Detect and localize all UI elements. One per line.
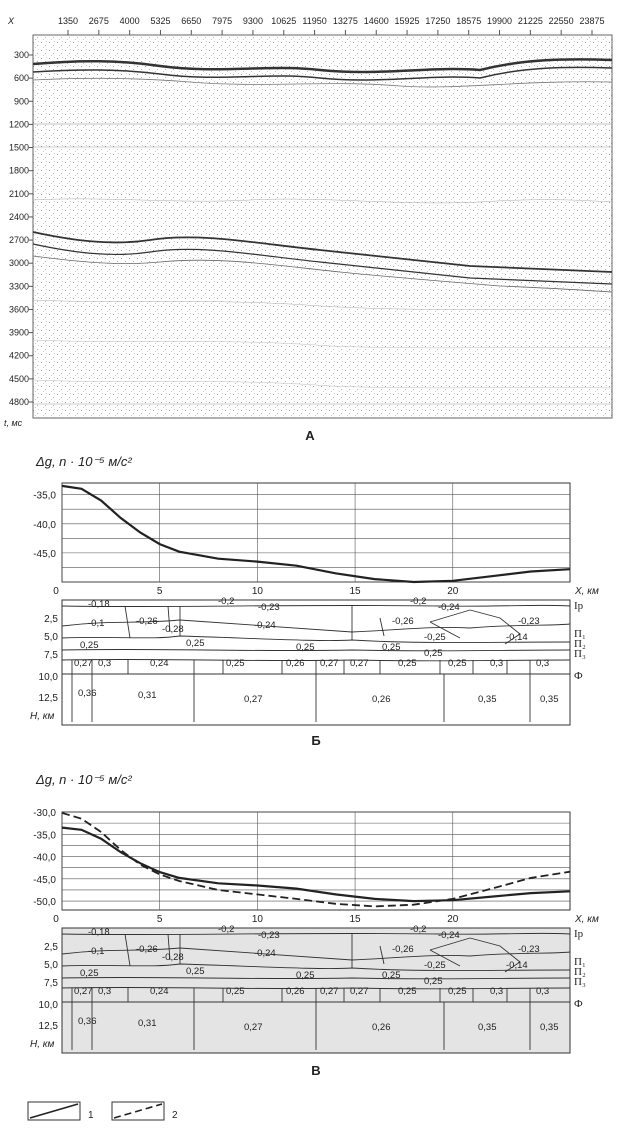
legend-item-1 [28, 1102, 94, 1121]
seismic-x-ticks [58, 16, 605, 35]
gravity-b-ylabel: Δg, n · 10⁻⁵ м/с² [36, 454, 132, 469]
density-value: -0,25 [424, 632, 446, 643]
density-value: 0,31 [138, 690, 157, 701]
seismic-x-tick: 19900 [487, 16, 513, 26]
seismic-panel-label: А [305, 428, 315, 443]
density-value: 0,25 [80, 640, 99, 651]
gravity-b-x-ticks [53, 586, 459, 597]
density-value: -0,23 [258, 602, 280, 613]
x-tick-label: 10 [251, 914, 263, 925]
density-value: -0,1 [88, 946, 105, 957]
density-value: -0,25 [424, 960, 446, 971]
seismic-x-tick: 21225 [517, 16, 543, 26]
density-value: 0,27 [350, 986, 369, 997]
depth-tick-label: 2,5 [44, 614, 58, 625]
y-tick-label: -30,0 [33, 808, 56, 819]
depth-tick-label: 2,5 [44, 942, 58, 953]
seismic-x-tick: 22550 [548, 16, 574, 26]
seismic-x-tick: 5325 [150, 16, 171, 26]
density-value: 0,27 [350, 658, 369, 669]
seismic-x-tick: 2675 [88, 16, 109, 26]
density-value: 0,25 [398, 658, 417, 669]
density-value: 0,3 [98, 658, 112, 669]
depth-tick-label: 7,5 [44, 650, 58, 661]
density-value: 0,35 [540, 694, 559, 705]
gravity-v-x-ticks [53, 914, 459, 925]
y-tick-label: -40,0 [33, 852, 56, 864]
seismic-t-tick: 2100 [8, 188, 29, 199]
x-tick-label: 5 [156, 586, 163, 597]
density-value: -0,24 [438, 602, 460, 613]
layer-label: П₁ [574, 628, 586, 640]
seismic-x-tick: 10625 [271, 16, 297, 26]
density-value: 0,25 [448, 658, 467, 669]
y-tick-label: -45,0 [33, 874, 56, 886]
seismic-t-ticks [9, 50, 33, 407]
density-value: 0,27 [320, 658, 339, 669]
density-value: 0,3 [490, 986, 504, 997]
seismic-t-tick: 3600 [8, 304, 29, 315]
density-value: 0,26 [286, 986, 305, 997]
density-value: 0,25 [382, 970, 401, 981]
density-value: -0,14 [506, 632, 528, 643]
density-value: 0,25 [382, 642, 401, 653]
legend-label-2: 2 [172, 1110, 178, 1121]
density-value: 0,3 [536, 658, 550, 669]
layer-label: П₂ [574, 638, 586, 650]
density-value: 0,26 [372, 694, 391, 705]
density-value: -0,24 [254, 948, 276, 959]
gravity-v-panel-label: В [311, 1063, 321, 1078]
layer-label: П₃ [574, 976, 586, 988]
depth-tick-label: 10,0 [38, 1000, 58, 1011]
density-value: -0,18 [88, 599, 110, 610]
model-b-labels [0, 598, 620, 728]
seismic-x-tick: 9300 [242, 16, 263, 26]
density-value: 0,24 [150, 658, 169, 669]
density-value: -0,2 [410, 924, 427, 935]
seismic-t-tick: 4200 [8, 350, 29, 361]
x-tick-label: 0 [53, 586, 59, 597]
density-value: 0,25 [186, 966, 205, 977]
legend [28, 1102, 178, 1121]
seismic-x-tick: 4000 [119, 16, 140, 26]
density-value: 0,25 [398, 986, 417, 997]
density-value: 0,27 [244, 1022, 263, 1033]
density-value: -0,23 [258, 930, 280, 941]
seismic-x-tick: 11950 [302, 16, 327, 26]
depth-axis-label: H, км [30, 1039, 55, 1050]
density-value: -0,2 [410, 596, 427, 607]
seismic-t-tick: 3000 [8, 258, 29, 269]
density-value: 0,36 [78, 688, 97, 699]
seismic-t-tick: 300 [13, 50, 29, 60]
seismic-t-axis-label: t, мс [4, 418, 23, 428]
gravity-b-x-axis-label: X, км [575, 586, 599, 597]
density-value: 0,25 [424, 648, 443, 659]
density-value: 0,27 [320, 986, 339, 997]
layer-label: П₂ [574, 966, 586, 978]
x-tick-label: 20 [447, 914, 459, 925]
layer-label: Ір [574, 928, 584, 940]
seismic-x-tick: 6650 [181, 16, 202, 26]
x-tick-label: 0 [53, 914, 59, 925]
seismic-x-tick: 13275 [332, 16, 358, 26]
depth-tick-label: 10,0 [38, 672, 58, 683]
x-tick-label: 15 [349, 586, 361, 597]
density-value: 0,35 [540, 1022, 559, 1033]
density-value: 0,27 [74, 986, 93, 997]
density-value: 0,27 [74, 658, 93, 669]
density-value: 0,25 [296, 642, 315, 653]
layer-label: П₁ [574, 956, 586, 968]
x-tick-label: 20 [447, 586, 459, 597]
density-value: -0,1 [88, 618, 105, 629]
density-value: 0,25 [296, 970, 315, 981]
density-value: -0,24 [254, 620, 276, 631]
x-tick-label: 10 [251, 586, 263, 597]
density-value: 0,25 [448, 986, 467, 997]
density-value: 0,25 [424, 976, 443, 987]
layer-label: П₃ [574, 648, 586, 660]
seismic-x-axis-letter: X [8, 16, 15, 26]
density-value: -0,26 [136, 944, 158, 955]
seismic-section [4, 16, 612, 443]
density-value: 0,3 [536, 986, 550, 997]
density-value: 0,31 [138, 1018, 157, 1029]
gravity-v-curves [62, 813, 570, 907]
density-value: -0,23 [518, 944, 540, 955]
seismic-x-tick: 1350 [57, 16, 79, 26]
seismic-t-tick: 2700 [8, 235, 29, 246]
seismic-t-tick: 600 [13, 73, 29, 84]
seismic-t-tick: 3300 [8, 281, 29, 292]
layer-label: Ф [574, 670, 583, 682]
density-value: -0,2 [218, 924, 235, 935]
seismic-t-tick: 1800 [8, 165, 29, 176]
seismic-t-tick: 900 [13, 96, 29, 107]
x-tick-label: 15 [349, 914, 361, 925]
seismic-t-tick: 1500 [8, 142, 29, 153]
density-value: 0,25 [186, 638, 205, 649]
density-value: 0,3 [490, 658, 504, 669]
legend-item-2 [112, 1102, 178, 1121]
seismic-x-tick: 14600 [363, 16, 389, 26]
gravity-b-panel-label: Б [311, 733, 321, 748]
layer-label: Ф [574, 998, 583, 1010]
y-tick-label: -40,0 [33, 519, 56, 531]
x-tick-label: 5 [156, 914, 163, 925]
density-value: -0,28 [162, 952, 184, 963]
legend-label-1: 1 [88, 1110, 94, 1121]
density-value: -0,26 [136, 616, 158, 627]
density-value: -0,26 [392, 616, 414, 627]
density-value: -0,23 [518, 616, 540, 627]
depth-tick-label: 5,0 [44, 632, 58, 643]
y-tick-label: -45,0 [33, 548, 56, 560]
seismic-t-tick: 4500 [8, 373, 29, 384]
gravity-v-ylabel: Δg, n · 10⁻⁵ м/с² [36, 772, 132, 787]
gravity-v-x-axis-label: X, км [575, 914, 599, 925]
y-tick-label: -50,0 [33, 897, 56, 909]
depth-tick-label: 5,0 [44, 960, 58, 971]
seismic-x-tick: 17250 [425, 16, 451, 26]
density-value: 0,25 [226, 986, 245, 997]
model-v-labels [0, 926, 620, 1056]
density-value: 0,24 [150, 986, 169, 997]
density-value: 0,26 [286, 658, 305, 669]
density-value: -0,26 [392, 944, 414, 955]
seismic-x-tick: 15925 [394, 16, 420, 26]
seismic-t-tick: 1200 [8, 119, 29, 130]
depth-tick-label: 12,5 [38, 693, 58, 704]
seismic-t-tick: 3900 [8, 327, 29, 338]
layer-label: Ір [574, 600, 584, 612]
y-tick-label: -35,0 [33, 490, 56, 502]
seismic-t-tick: 2400 [8, 211, 29, 222]
density-value: 0,27 [244, 694, 263, 705]
density-value: -0,28 [162, 624, 184, 635]
seismic-t-tick: 4800 [8, 397, 29, 407]
seismic-image [33, 35, 612, 418]
density-value: -0,18 [88, 927, 110, 938]
density-value: -0,14 [506, 960, 528, 971]
density-value: 0,26 [372, 1022, 391, 1033]
depth-tick-label: 7,5 [44, 978, 58, 989]
seismic-x-tick: 23875 [579, 16, 605, 26]
gravity-v-y-ticks [33, 808, 56, 908]
density-value: 0,25 [226, 658, 245, 669]
density-value: 0,25 [80, 968, 99, 979]
y-tick-label: -35,0 [33, 830, 56, 842]
depth-axis-label: H, км [30, 711, 55, 722]
gravity-b-y-ticks [33, 491, 56, 560]
density-value: 0,35 [478, 1022, 497, 1033]
density-value: -0,2 [218, 596, 235, 607]
gravity-b-grid [62, 483, 570, 582]
density-value: 0,35 [478, 694, 497, 705]
depth-tick-label: 12,5 [38, 1021, 58, 1032]
seismic-x-tick: 7975 [212, 16, 233, 26]
density-value: 0,3 [98, 986, 112, 997]
density-value: 0,36 [78, 1016, 97, 1027]
density-value: -0,24 [438, 930, 460, 941]
seismic-x-tick: 18575 [456, 16, 482, 26]
